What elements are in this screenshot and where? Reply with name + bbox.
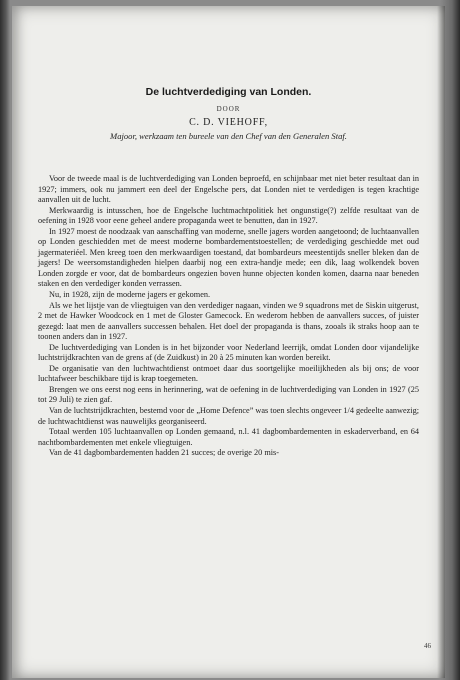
paragraph: Van de luchtstrijdkrachten, bestemd voor de „Home Defence” was toen slechts ongeveer 1/4 gedeelte aanwezig; de luchtwachtdienst was nauwelijks georganiseerd. [38, 406, 419, 426]
article-title: De luchtverdediging van Londen. [145, 86, 312, 98]
paragraph: De organisatie van den luchtwachtdienst ontmoet daar dus soortgelijke moeilijkheden als bij ons; de voor luchtafweer beschikbare tijd is krap toegemeten. [38, 363, 419, 384]
paragraph: Nu, in 1928, zijn de moderne jagers er gekomen. [49, 290, 211, 300]
paragraph: Als we het lijstje van de vliegtuigen van den verdediger nagaan, vinden we 9 squadrons met de Siskin uitgerust, 2 met de Hawker Woodcock en 1 met de Gloster Gamecock. En wederom hebben de aanvallers succes, of juister gezegd: laat men de aanvallers successen behalen. Het doel der propaganda is thans, zooals ik straks hoop aan te toonen anders dan in 1927. [38, 300, 419, 342]
paragraph: Van de 41 dagbombardementen hadden 21 succes; de overige 20 mis- [49, 448, 280, 458]
author-role: Majoor, werkzaam ten bureele van den Chef van den Generalen Staf. [110, 131, 347, 141]
paragraph: Totaal werden 105 luchtaanvallen op Londen gemaand, n.l. 41 dagbombardementen in eskaderverband, en 64 nachtbombardementen met enkele vliegtuigen. [38, 427, 419, 447]
document-page [12, 6, 445, 678]
page-number: 46 [424, 642, 431, 650]
paragraph: In 1927 moest de noodzaak van aanschaffing van moderne, snelle jagers worden aangetoond; de luchtaanvallen op Londen geschiedden met de meest moderne bombardementstoestellen; de verdediging geschiedde met oud jagermateriéel. Men kreeg toen den merkwaardigen toestand, dat bombardeurs meestentijds sneller bleken dan de jagers! De weersomstandigheden hielpen daarbij nog een extra-handje mede; een dik, laag wolkendek boven Londen zorgde er voor, dat de bombardeurs ongezien boven hunne objecten konden komen, daarna naar beneden staken en den verdediger konden verrassen. [38, 226, 419, 289]
paragraph: Brengen we ons eerst nog eens in herinnering, wat de oefening in de luchtverdediging van Londen in 1927 (25 tot 29 Juli) te zien gaf. [38, 384, 419, 405]
article-body [38, 174, 419, 459]
paragraph: Voor de tweede maal is de luchtverdediging van Londen beproefd, en schijnbaar met niet beter resultaat dan in 1927; immers, ook nu jammert een deel der Engelsche pers, dat Londen niet te verdedigen is tegen krachtige aanvallen uit de lucht. [38, 174, 419, 205]
author-name: C. D. VIEHOFF, [189, 117, 268, 128]
byline-door: DOOR [216, 105, 241, 113]
paragraph: De luchtverdediging van Londen is in het bijzonder voor Nederland leerrijk, omdat Londen door vijandelijke luchtstrijdkrachten van de grens af (de Zuidkust) in 20 à 25 minuten kan worden bereikt. [38, 342, 419, 363]
paragraph: Merkwaardig is intusschen, hoe de Engelsche luchtmachtpolitiek het ongunstige(?) zelfde resultaat van de oefening in 1928 voor eene geheel andere propaganda weet te benutten, dan in 1927. [38, 205, 419, 226]
